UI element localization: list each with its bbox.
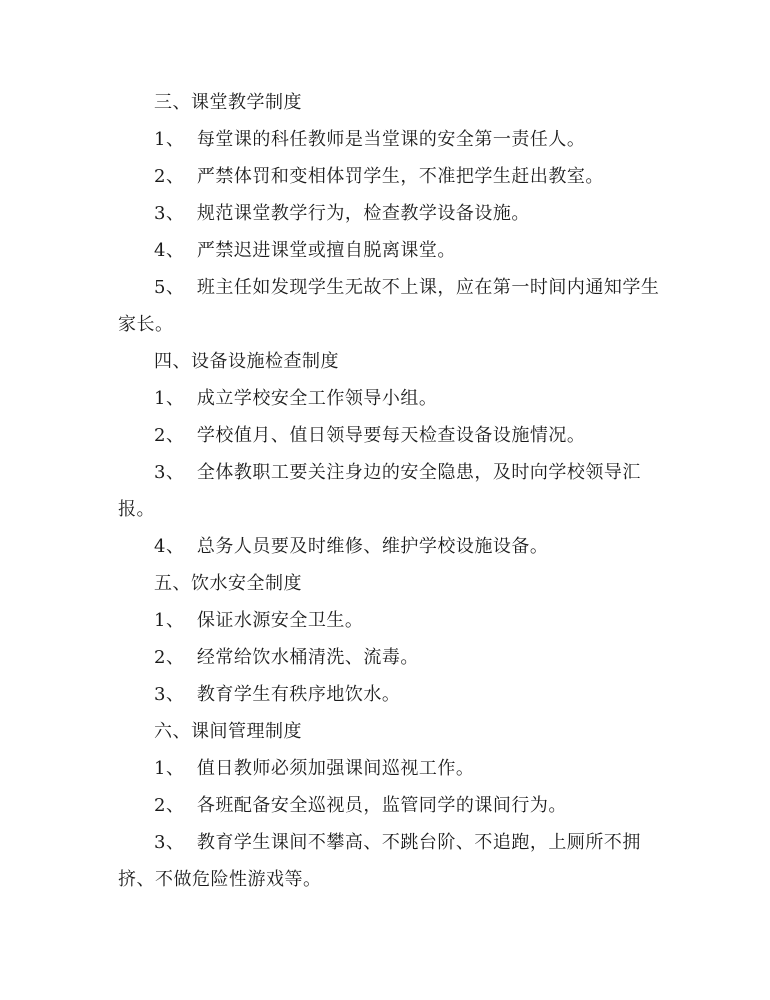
list-item: 2、 经常给饮水桶清洗、流毒。 <box>154 647 419 668</box>
list-item: 3、 教育学生课间不攀高、不跳台阶、不追跑，上厕所不拥挤、不做危险性游戏等。 <box>118 832 641 890</box>
document-page <box>118 84 663 898</box>
section-heading-drinking-water: 五、饮水安全制度 <box>154 573 302 594</box>
section-heading-break-management: 六、课间管理制度 <box>154 721 302 742</box>
list-item: 2、 严禁体罚和变相体罚学生，不准把学生赶出教室。 <box>154 166 604 187</box>
list-item: 3、 教育学生有秩序地饮水。 <box>154 684 401 705</box>
list-item: 3、 规范课堂教学行为，检查教学设备设施。 <box>154 203 530 224</box>
list-item: 1、 每堂课的科任教师是当堂课的安全第一责任人。 <box>154 129 586 150</box>
list-item: 4、 总务人员要及时维修、维护学校设施设备。 <box>154 536 549 557</box>
list-item: 4、 严禁迟进课堂或擅自脱离课堂。 <box>154 240 456 261</box>
list-item: 5、 班主任如发现学生无故不上课，应在第一时间内通知学生家长。 <box>118 277 660 335</box>
list-item: 2、 各班配备安全巡视员，监管同学的课间行为。 <box>154 795 567 816</box>
list-item: 2、 学校值月、值日领导要每天检查设备设施情况。 <box>154 425 586 446</box>
list-item: 1、 保证水源安全卫生。 <box>154 610 364 631</box>
list-item: 1、 值日教师必须加强课间巡视工作。 <box>154 758 475 779</box>
list-item: 3、 全体教职工要关注身边的安全隐患，及时向学校领导汇报。 <box>118 462 641 520</box>
list-item: 1、 成立学校安全工作领导小组。 <box>154 388 438 409</box>
section-heading-classroom: 三、课堂教学制度 <box>154 92 302 113</box>
section-heading-facility-inspection: 四、设备设施检查制度 <box>154 351 339 372</box>
